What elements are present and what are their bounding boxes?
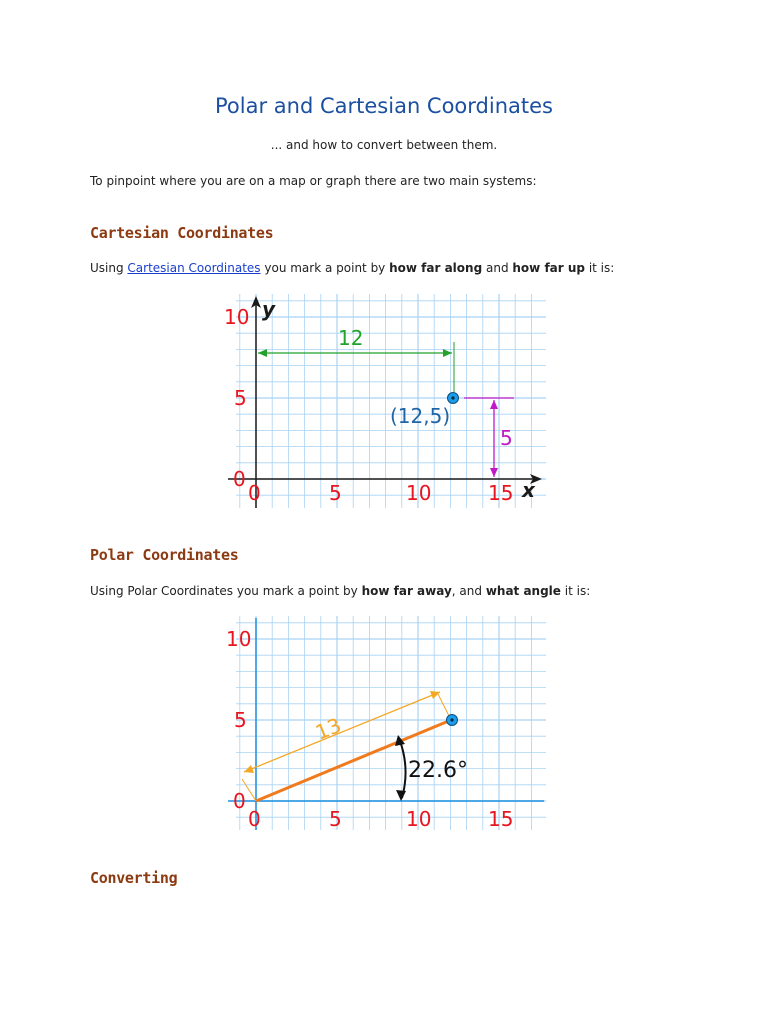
cartesian-text-pre: Using	[90, 261, 128, 275]
angle-arc	[400, 741, 406, 798]
cartesian-text-post: it is:	[585, 261, 615, 275]
angle-label: 22.6°	[408, 758, 468, 783]
vertical-measure-label: 5	[500, 426, 513, 450]
cartesian-text-mid2: and	[482, 261, 513, 275]
horizontal-measure-label: 12	[338, 326, 364, 350]
polar-point-center	[450, 718, 453, 721]
cartesian-y-tick: 5	[234, 386, 247, 410]
polar-x-tick: 0	[248, 807, 261, 831]
converting-heading: Converting	[90, 869, 178, 887]
intro-paragraph: To pinpoint where you are on a map or graph there are two main systems:	[90, 174, 537, 188]
cartesian-paragraph	[90, 261, 614, 275]
how-far-away-bold: how far away	[361, 584, 452, 598]
cartesian-y-tick: 10	[224, 305, 250, 329]
how-far-along-bold: how far along	[389, 261, 483, 275]
angle-arc-arrow-bottom	[396, 790, 406, 801]
page-subtitle: ... and how to convert between them.	[270, 138, 498, 152]
polar-y-tick: 10	[226, 627, 252, 651]
cartesian-heading: Cartesian Coordinates	[90, 224, 274, 242]
polar-x-tick: 15	[488, 807, 514, 831]
cartesian-x-tick: 15	[488, 481, 514, 505]
polar-grid	[236, 616, 546, 830]
distance-label: 13	[312, 712, 345, 745]
polar-y-tick: 0	[233, 789, 246, 813]
cartesian-y-tick: 0	[233, 467, 246, 491]
cartesian-x-tick: 10	[406, 481, 432, 505]
polar-x-tick: 5	[329, 807, 342, 831]
vertical-measure-arrow-top	[490, 400, 498, 409]
cartesian-x-tick: 5	[329, 481, 342, 505]
vertical-measure-arrow-bottom	[490, 468, 498, 477]
polar-heading: Polar Coordinates	[90, 546, 239, 564]
what-angle-bold: what angle	[485, 584, 561, 598]
cartesian-x-axis-label: x	[522, 478, 535, 502]
cartesian-figure	[218, 292, 550, 510]
cartesian-point-label: (12,5)	[390, 404, 451, 428]
cartesian-x-tick: 0	[248, 481, 261, 505]
polar-paragraph	[90, 584, 590, 598]
cartesian-text-mid1: you mark a point by	[260, 261, 390, 275]
cartesian-grid	[236, 294, 546, 508]
cartesian-point-center	[451, 396, 454, 399]
cartesian-coordinates-link[interactable]: Cartesian Coordinates	[127, 261, 261, 275]
polar-text-post: it is:	[560, 584, 591, 598]
polar-figure	[218, 614, 550, 832]
page-title: Polar and Cartesian Coordinates	[215, 94, 553, 118]
polar-x-tick: 10	[406, 807, 432, 831]
how-far-up-bold: how far up	[512, 261, 585, 275]
horizontal-measure-arrow-left	[258, 349, 267, 357]
polar-text-pre: Using Polar Coordinates you mark a point by	[90, 584, 362, 598]
polar-text-mid: , and	[451, 584, 486, 598]
cartesian-y-axis-label: y	[262, 297, 276, 321]
polar-y-tick: 5	[234, 708, 247, 732]
